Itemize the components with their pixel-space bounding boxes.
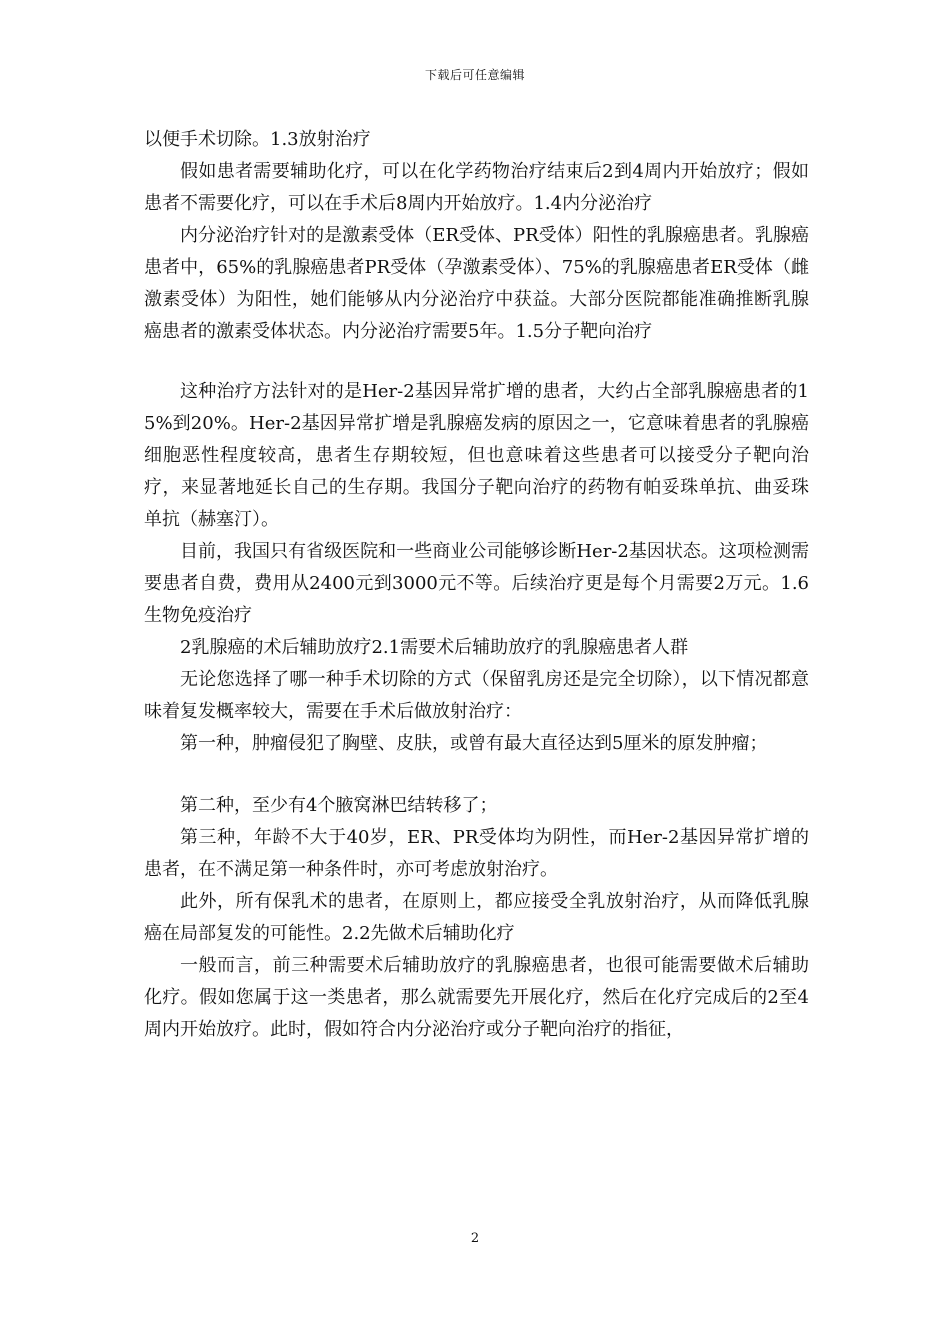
paragraph-radiotherapy: 假如患者需要辅助化疗，可以在化学药物治疗结束后2到4周内开始放疗；假如患者不需要化疗，可以在手术后8周内开始放疗。1.4内分泌治疗	[144, 161, 809, 214]
list-item-first: 第一种，肿瘤侵犯了胸壁、皮肤，或曾有最大直径达到5厘米的原发肿瘤；	[180, 733, 768, 754]
paragraph-targeted: 这种治疗方法针对的是Her-2基因异常扩增的患者，大约占全部乳腺癌患者的15%到20%。Her-2基因异常扩增是乳腺癌发病的原因之一，它意味着患者的乳腺癌细胞恶性程度较高，患者生存期较短，但也意味着这些患者可以接受分子靶向治疗，来显著地延长自己的生存期。我国分子靶向治疗的药物有帕妥珠单抗、曲妥珠单抗（赫塞汀）。	[144, 381, 809, 530]
paragraph-endocrine: 内分泌治疗针对的是激素受体（ER受体、PR受体）阳性的乳腺癌患者。乳腺癌患者中，65%的乳腺癌患者PR受体（孕激素受体）、75%的乳腺癌患者ER受体（雌激素受体）为阳性，她们能够从内分泌治疗中获益。大部分医院都能准确推断乳腺癌患者的激素受体状态。内分泌治疗需要5年。1.5分子靶向治疗	[144, 225, 809, 342]
list-item-second: 第二种，至少有4个腋窝淋巴结转移了；	[180, 795, 498, 816]
paragraph-her2-testing: 目前，我国只有省级医院和一些商业公司能够诊断Her-2基因状态。这项检测需要患者自费，费用从2400元到3000元不等。后续治疗更是每个月需要2万元。1.6生物免疫治疗	[144, 541, 809, 626]
page-header: 下载后可任意编辑	[424, 68, 525, 82]
paragraph-continuation: 以便手术切除。1.3放射治疗	[144, 129, 371, 150]
document-body	[144, 124, 809, 1046]
paragraph-surgery-choice: 无论您选择了哪一种手术切除的方式（保留乳房还是完全切除），以下情况都意味着复发概率较大，需要在手术后做放射治疗：	[144, 669, 809, 722]
paragraph-breast-conserving: 此外，所有保乳术的患者，在原则上，都应接受全乳放射治疗，从而降低乳腺癌在局部复发的可能性。2.2先做术后辅助化疗	[144, 891, 809, 944]
paragraph-chemo-first: 一般而言，前三种需要术后辅助放疗的乳腺癌患者，也很可能需要做术后辅助化疗。假如您属于这一类患者，那么就需要先开展化疗，然后在化疗完成后的2至4周内开始放疗。此时，假如符合内分泌治疗或分子靶向治疗的指征，	[144, 955, 809, 1040]
page-number: 2	[470, 1231, 480, 1246]
list-item-third: 第三种，年龄不大于40岁，ER、PR受体均为阴性，而Her-2基因异常扩增的患者，在不满足第一种条件时，亦可考虑放射治疗。	[144, 827, 809, 880]
section-heading-postop-radiotherapy: 2乳腺癌的术后辅助放疗2.1需要术后辅助放疗的乳腺癌患者人群	[180, 637, 689, 658]
